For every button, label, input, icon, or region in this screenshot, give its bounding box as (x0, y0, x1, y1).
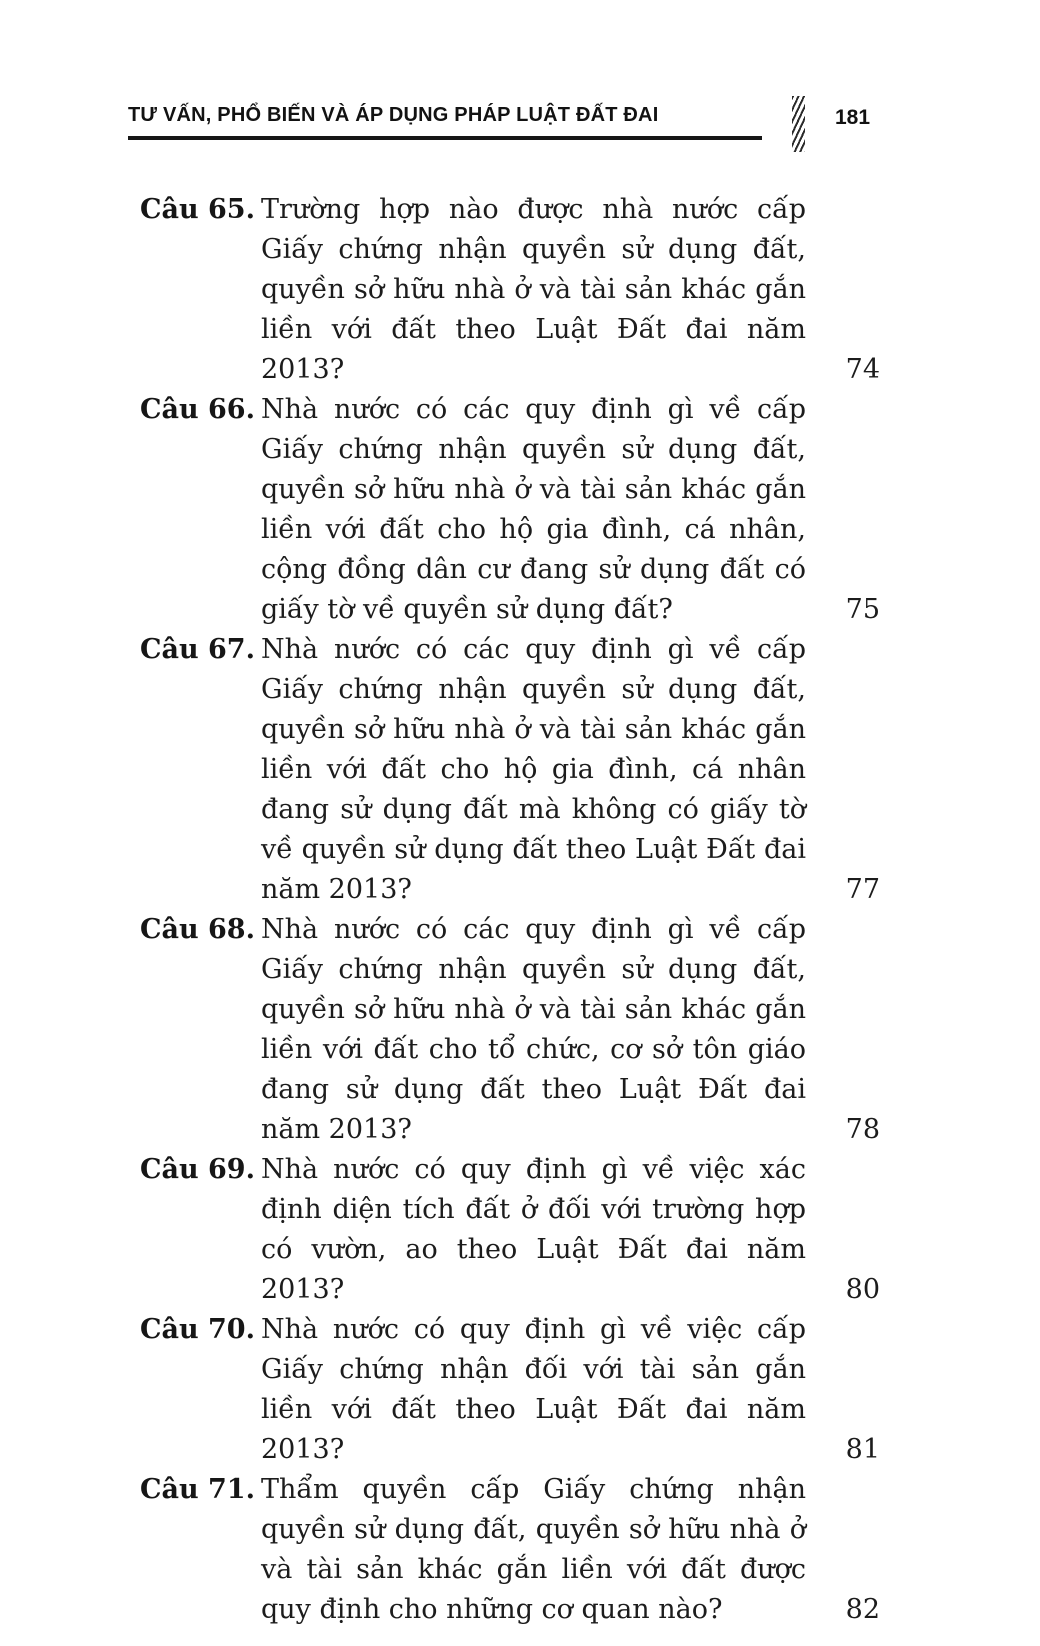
toc-entry (140, 1310, 880, 1470)
toc-entry (140, 630, 880, 910)
toc-entry-label: Câu 68. (140, 914, 255, 945)
toc-entry-label: Câu 69. (140, 1154, 255, 1185)
page-header (128, 104, 890, 152)
toc-entry (140, 390, 880, 630)
toc-entry (140, 1470, 880, 1630)
toc-entry-label: Câu 71. (140, 1474, 255, 1505)
toc-entry-text: Nhà nước có quy định gì về việc cấp Giấy chứng nhận đối với tài sản gắn liền với đất theo Luật Đất đai năm 2013? (261, 1314, 806, 1465)
toc-entry-page-number: 74 (845, 354, 880, 385)
toc-entry (140, 1150, 880, 1310)
toc-entry-page-number: 78 (845, 1114, 880, 1145)
toc-entry-text: Nhà nước có các quy định gì về cấp Giấy chứng nhận quyền sử dụng đất, quyền sở hữu nhà ở và tài sản khác gắn liền với đất cho hộ gia đình, cá nhân, cộng đồng dân cư đang sử dụng đất có giấy tờ về quyền sử dụng đất? (261, 394, 806, 625)
toc-entry-text: Trường hợp nào được nhà nước cấp Giấy chứng nhận quyền sử dụng đất, quyền sở hữu nhà ở và tài sản khác gắn liền với đất theo Luật Đất đai năm 2013? (261, 194, 806, 385)
toc-entry-text: Nhà nước có các quy định gì về cấp Giấy chứng nhận quyền sử dụng đất, quyền sở hữu nhà ở và tài sản khác gắn liền với đất cho tổ chức, cơ sở tôn giáo đang sử dụng đất theo Luật Đất đai năm 2013? (261, 914, 806, 1145)
toc-entry-page-number: 81 (845, 1434, 880, 1465)
toc-entry-text: Thẩm quyền cấp Giấy chứng nhận quyền sử dụng đất, quyền sở hữu nhà ở và tài sản khác gắn liền với đất được quy định cho những cơ quan nào? (261, 1474, 806, 1625)
header-page-number: 181 (835, 106, 871, 129)
toc-entry-label: Câu 65. (140, 194, 255, 225)
toc-entry (140, 190, 880, 390)
toc-entry-text: Nhà nước có quy định gì về việc xác định diện tích đất ở đối với trường hợp có vườn, ao theo Luật Đất đai năm 2013? (261, 1154, 806, 1305)
toc-list (140, 190, 880, 1630)
toc-entry-page-number: 80 (845, 1274, 880, 1305)
header-title-underline (128, 104, 762, 140)
toc-entry-label: Câu 67. (140, 634, 255, 665)
toc-entry-page-number: 75 (845, 594, 880, 625)
toc-entry-page-number: 77 (845, 874, 880, 905)
toc-entry-page-number: 82 (845, 1594, 880, 1625)
decorative-hatch-icon (792, 96, 805, 152)
toc-entry (140, 910, 880, 1150)
toc-entry-text: Nhà nước có các quy định gì về cấp Giấy chứng nhận quyền sử dụng đất, quyền sở hữu nhà ở và tài sản khác gắn liền với đất cho hộ gia đình, cá nhân đang sử dụng đất mà không có giấy tờ về quyền sử dụng đất theo Luật Đất đai năm 2013? (261, 634, 806, 905)
toc-entry-label: Câu 66. (140, 394, 255, 425)
toc-entry-label: Câu 70. (140, 1314, 255, 1345)
header-title: TƯ VẤN, PHỔ BIẾN VÀ ÁP DỤNG PHÁP LUẬT ĐẤT ĐAI (128, 104, 659, 126)
